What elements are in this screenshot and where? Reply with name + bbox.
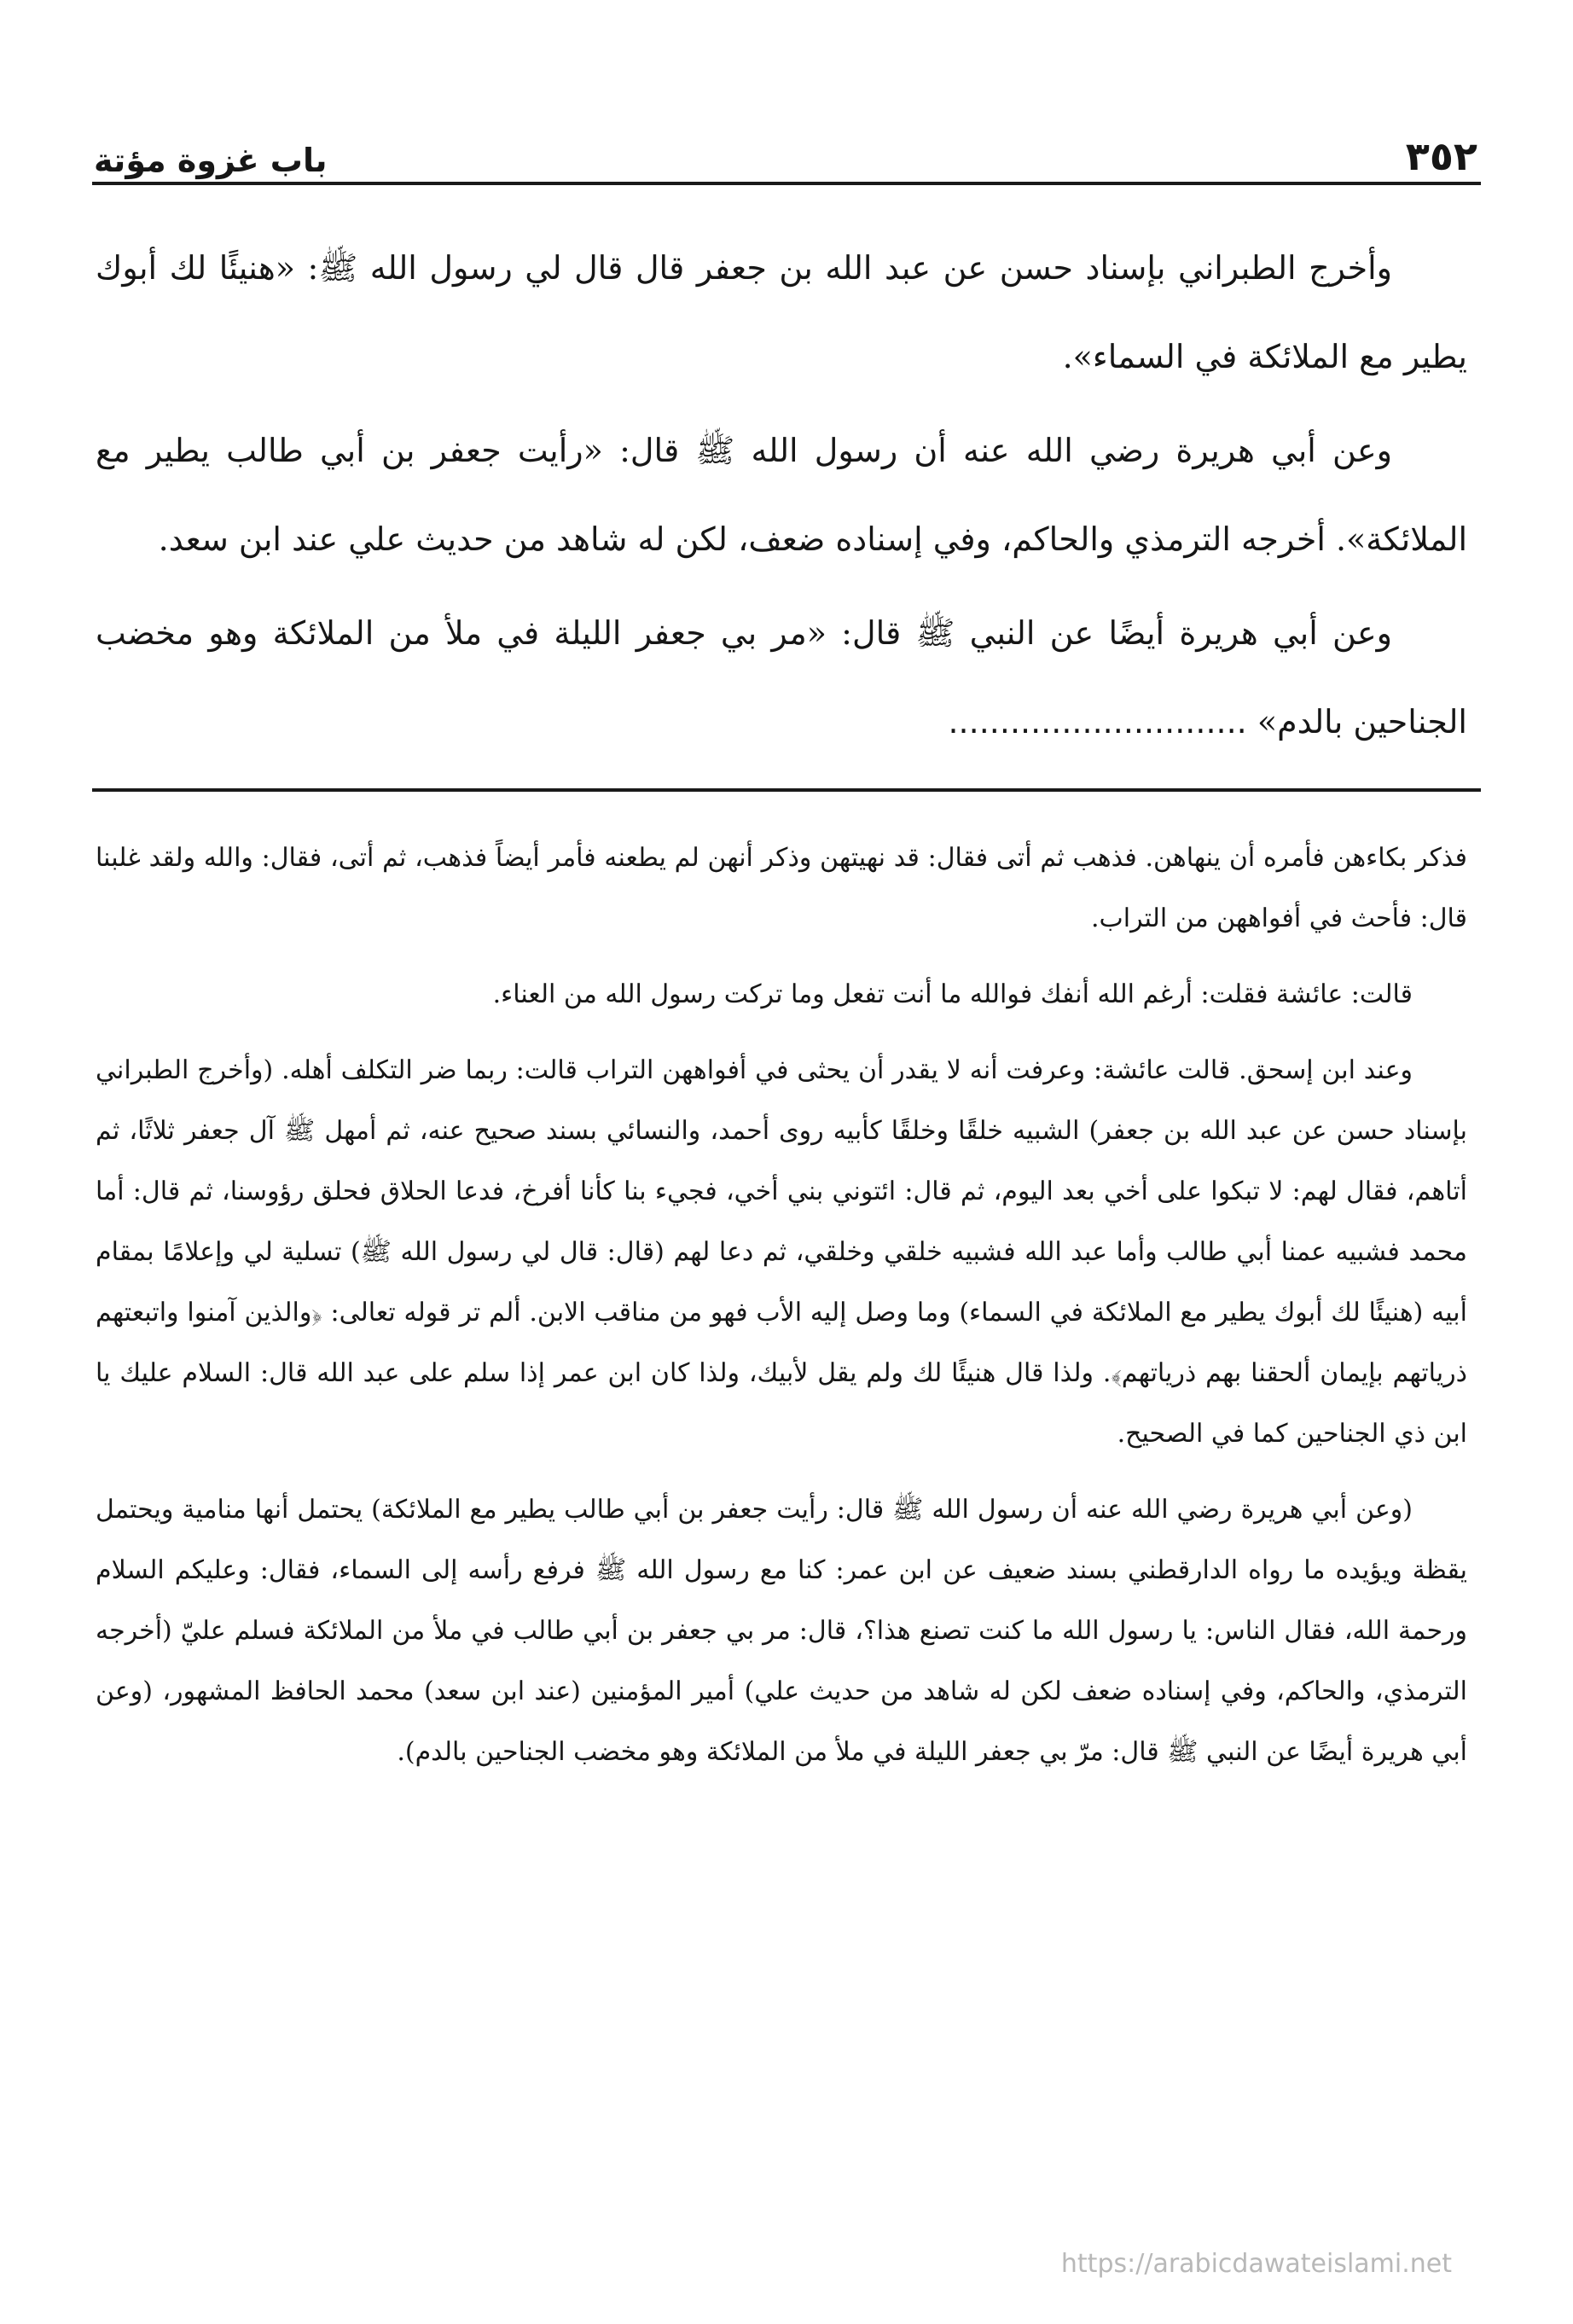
commentary-paragraph: (وعن أبي هريرة رضي الله عنه أن رسول الله ﷺ قال: رأيت جعفر بن أبي طالب يطير مع الملائكة) يحتمل أنها منامية ويحتمل يقظة ويؤيده ما رواه الدارقطني بسند ضعيف عن ابن عمر: كنا مع رسول الله ﷺ فرفع رأسه إلى السماء، فقال: وعليكم السلام ورحمة الله، فقال الناس: يا رسول الله ما كنت تصنع هذا؟، قال: مر بي جعفر بن أبي طالب في ملأ من الملائكة فسلم عليّ (أخرجه الترمذي، والحاكم، وفي إسناده ضعف لكن له شاهد من حديث علي) أمير المؤمنين (عند ابن سعد) محمد الحافظ المشهور، (وعن أبي هريرة أيضًا عن النبي ﷺ قال: مرّ بي جعفر الليلة في ملأ من الملائكة وهو مخضب الجناحين بالدم). bbox=[96, 1495, 1467, 1767]
header-rule bbox=[92, 182, 1481, 185]
main-text-paragraph bbox=[96, 589, 1467, 766]
main-text-sentence: وعن أبي هريرة أيضًا عن النبي ﷺ قال: «مر بي جعفر الليلة في ملأ من الملائكة وهو مخضب الجناحين بالدم» bbox=[96, 614, 1467, 741]
running-head bbox=[94, 101, 1477, 179]
page-number: ٣٥٢ bbox=[1405, 133, 1477, 179]
chapter-title: باب غزوة مؤتة bbox=[94, 142, 328, 179]
main-text-paragraph: وأخرج الطبراني بإسناد حسن عن عبد الله بن جعفر قال قال لي رسول الله ﷺ: «هنيئًا لك أبوك يطير مع الملائكة في السماء». bbox=[96, 249, 1467, 375]
commentary-text bbox=[96, 828, 1467, 1782]
commentary-paragraph: قالت: عائشة فقلت: أرغم الله أنفك فوالله ما أنت تفعل وما تركت رسول الله من العناء. bbox=[492, 979, 1413, 1009]
main-text bbox=[96, 224, 1467, 766]
commentary-paragraph: وعند ابن إسحق. قالت عائشة: وعرفت أنه لا يقدر أن يحثى في أفواههن التراب قالت: ربما ضر التكلف أهله. (وأخرج الطبراني بإسناد حسن عن عبد الله بن جعفر) الشبيه خلقًا وخلقًا كأبيه روى أحمد، والنسائي بسند صحيح عنه، ثم أمهل ﷺ آل جعفر ثلاثًا، ثم أتاهم، فقال لهم: لا تبكوا على أخي بعد اليوم، ثم قال: ائتوني بني أخي، فجيء بنا كأنا أفرخ، فدعا الحلاق فحلق رؤوسنا، ثم قال: أما محمد فشبيه عمنا أبي طالب وأما عبد الله فشبيه خلقي وخلقي، ثم دعا لهم (قال: قال لي رسول الله ﷺ) تسلية لي وإعلامًا بمقام أبيه (هنيئًا لك أبوك يطير مع الملائكة في السماء) وما وصل إليه الأب فهو من مناقب الابن. ألم تر قوله تعالى: ﴿والذين آمنوا واتبعتهم ذرياتهم بإيمان ألحقنا بهم ذرياتهم﴾. ولذا قال هنيئًا لك ولم يقل لأبيك، ولذا كان ابن عمر إذا سلم على عبد الله قال: السلام عليك يا ابن ذي الجناحين كما في الصحيح. bbox=[96, 1055, 1467, 1449]
watermark-url: https://arabicdawateislami.net bbox=[1060, 2249, 1452, 2279]
commentary-paragraph: فذكر بكاءهن فأمره أن ينهاهن. فذهب ثم أتى فقال: قد نهيتهن وذكر أنهن لم يطعنه فأمر أيضاً فذهب، ثم أتى، فقال: والله ولقد غلبنا قال: فأحث في أفواههن من التراب. bbox=[96, 843, 1467, 933]
commentary-divider-rule bbox=[92, 788, 1481, 792]
ellipsis-dots: ............................. bbox=[948, 703, 1247, 741]
main-text-paragraph: وعن أبي هريرة رضي الله عنه أن رسول الله ﷺ قال: «رأيت جعفر بن أبي طالب يطير مع الملائكة». أخرجه الترمذي والحاكم، وفي إسناده ضعف، لكن له شاهد من حديث علي عند ابن سعد. bbox=[96, 432, 1467, 558]
